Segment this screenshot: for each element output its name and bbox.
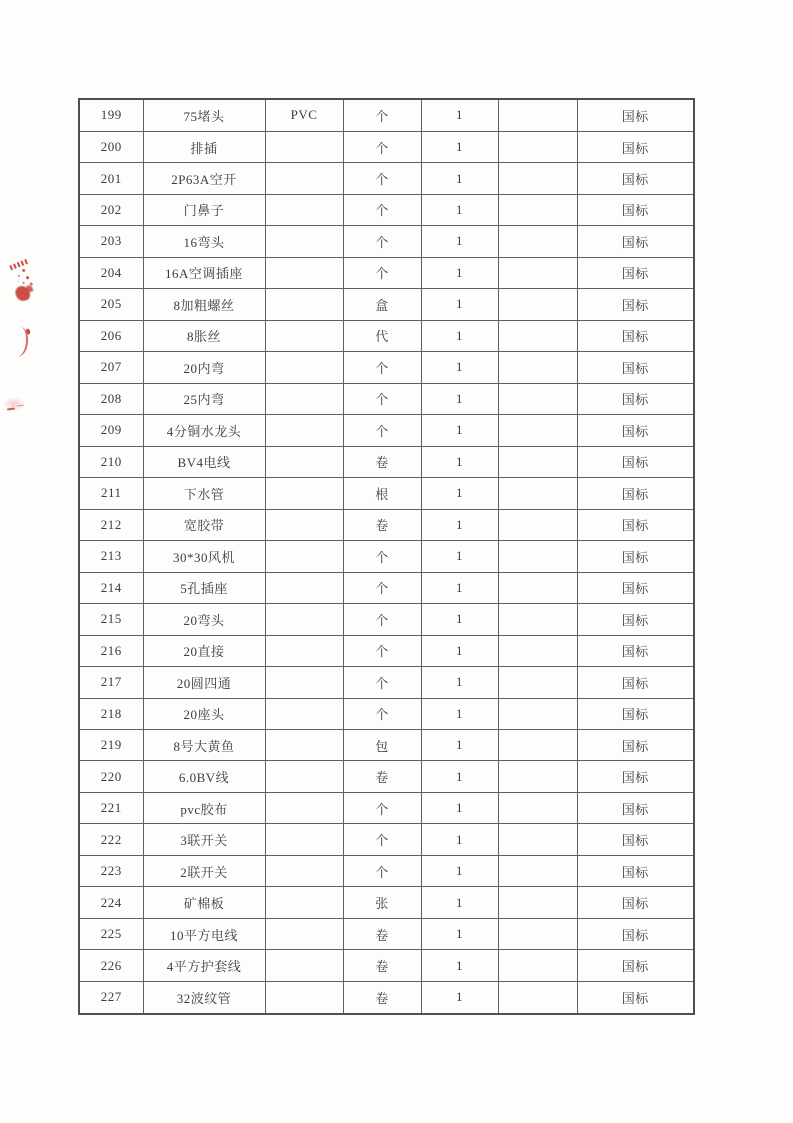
table-row xyxy=(79,320,694,351)
table-row xyxy=(79,824,694,855)
cell-unit: 个 xyxy=(343,792,421,823)
cell-seq: 213 xyxy=(79,541,143,572)
table-row xyxy=(79,289,694,320)
cell-note xyxy=(498,352,577,383)
cell-unit: 代 xyxy=(343,320,421,351)
cell-seq: 203 xyxy=(79,226,143,257)
cell-unit: 个 xyxy=(343,855,421,886)
cell-qty: 1 xyxy=(421,446,498,477)
cell-name: 排插 xyxy=(143,131,265,162)
cell-standard: 国标 xyxy=(577,446,694,477)
cell-qty: 1 xyxy=(421,383,498,414)
cell-note xyxy=(498,667,577,698)
cell-seq: 223 xyxy=(79,855,143,886)
cell-standard: 国标 xyxy=(577,509,694,540)
cell-name: 3联开关 xyxy=(143,824,265,855)
cell-material xyxy=(265,761,343,792)
cell-note xyxy=(498,257,577,288)
cell-qty: 1 xyxy=(421,415,498,446)
table-row xyxy=(79,604,694,635)
cell-seq: 207 xyxy=(79,352,143,383)
cell-qty: 1 xyxy=(421,226,498,257)
cell-qty: 1 xyxy=(421,635,498,666)
cell-name: 16A空调插座 xyxy=(143,257,265,288)
cell-unit: 个 xyxy=(343,698,421,729)
cell-material xyxy=(265,478,343,509)
cell-note xyxy=(498,163,577,194)
table-row xyxy=(79,131,694,162)
table-row xyxy=(79,667,694,698)
cell-unit: 个 xyxy=(343,383,421,414)
cell-qty: 1 xyxy=(421,478,498,509)
cell-qty: 1 xyxy=(421,99,498,131)
cell-unit: 个 xyxy=(343,635,421,666)
cell-material xyxy=(265,446,343,477)
cell-material xyxy=(265,257,343,288)
table-row xyxy=(79,761,694,792)
cell-unit: 包 xyxy=(343,729,421,760)
cell-material xyxy=(265,950,343,981)
cell-standard: 国标 xyxy=(577,635,694,666)
cell-seq: 227 xyxy=(79,981,143,1014)
cell-unit: 卷 xyxy=(343,981,421,1014)
cell-material xyxy=(265,792,343,823)
cell-name: 25内弯 xyxy=(143,383,265,414)
cell-unit: 个 xyxy=(343,824,421,855)
materials-table xyxy=(78,98,695,1015)
cell-material xyxy=(265,981,343,1014)
cell-seq: 216 xyxy=(79,635,143,666)
cell-unit: 卷 xyxy=(343,950,421,981)
cell-unit: 卷 xyxy=(343,918,421,949)
cell-note xyxy=(498,478,577,509)
cell-material xyxy=(265,163,343,194)
cell-name: BV4电线 xyxy=(143,446,265,477)
materials-table-body xyxy=(79,99,694,1014)
cell-seq: 212 xyxy=(79,509,143,540)
cell-name: 4分铜水龙头 xyxy=(143,415,265,446)
cell-unit: 个 xyxy=(343,226,421,257)
cell-name: 矿棉板 xyxy=(143,887,265,918)
table-row xyxy=(79,257,694,288)
cell-note xyxy=(498,887,577,918)
cell-name: 10平方电线 xyxy=(143,918,265,949)
cell-name: 4平方护套线 xyxy=(143,950,265,981)
cell-note xyxy=(498,99,577,131)
cell-qty: 1 xyxy=(421,352,498,383)
table-row xyxy=(79,792,694,823)
cell-name: 宽胶带 xyxy=(143,509,265,540)
cell-name: 20圆四通 xyxy=(143,667,265,698)
cell-unit: 张 xyxy=(343,887,421,918)
table-row xyxy=(79,446,694,477)
cell-unit: 卷 xyxy=(343,761,421,792)
cell-seq: 217 xyxy=(79,667,143,698)
cell-standard: 国标 xyxy=(577,698,694,729)
cell-note xyxy=(498,541,577,572)
cell-note xyxy=(498,226,577,257)
cell-qty: 1 xyxy=(421,163,498,194)
cell-qty: 1 xyxy=(421,604,498,635)
cell-qty: 1 xyxy=(421,950,498,981)
cell-qty: 1 xyxy=(421,194,498,225)
cell-qty: 1 xyxy=(421,541,498,572)
cell-standard: 国标 xyxy=(577,604,694,635)
cell-standard: 国标 xyxy=(577,572,694,603)
cell-standard: 国标 xyxy=(577,289,694,320)
cell-seq: 210 xyxy=(79,446,143,477)
table-row xyxy=(79,950,694,981)
cell-note xyxy=(498,572,577,603)
cell-note xyxy=(498,509,577,540)
cell-name: 75堵头 xyxy=(143,99,265,131)
cell-note xyxy=(498,383,577,414)
cell-qty: 1 xyxy=(421,320,498,351)
cell-unit: 个 xyxy=(343,131,421,162)
cell-material xyxy=(265,918,343,949)
cell-material xyxy=(265,383,343,414)
cell-qty: 1 xyxy=(421,257,498,288)
cell-name: 2联开关 xyxy=(143,855,265,886)
cell-unit: 个 xyxy=(343,163,421,194)
cell-qty: 1 xyxy=(421,792,498,823)
cell-seq: 209 xyxy=(79,415,143,446)
cell-standard: 国标 xyxy=(577,541,694,572)
cell-name: 8加粗螺丝 xyxy=(143,289,265,320)
cell-standard: 国标 xyxy=(577,792,694,823)
cell-name: 30*30风机 xyxy=(143,541,265,572)
cell-note xyxy=(498,698,577,729)
cell-material xyxy=(265,352,343,383)
cell-material xyxy=(265,698,343,729)
cell-qty: 1 xyxy=(421,981,498,1014)
cell-material xyxy=(265,194,343,225)
cell-unit: 个 xyxy=(343,667,421,698)
cell-note xyxy=(498,446,577,477)
table-row xyxy=(79,981,694,1014)
cell-qty: 1 xyxy=(421,824,498,855)
cell-seq: 205 xyxy=(79,289,143,320)
cell-standard: 国标 xyxy=(577,887,694,918)
cell-unit: 个 xyxy=(343,541,421,572)
cell-material xyxy=(265,855,343,886)
red-ink-smudge-icon xyxy=(3,397,25,411)
cell-seq: 225 xyxy=(79,918,143,949)
cell-seq: 224 xyxy=(79,887,143,918)
table-row xyxy=(79,478,694,509)
cell-material xyxy=(265,509,343,540)
cell-note xyxy=(498,320,577,351)
cell-note xyxy=(498,855,577,886)
cell-name: 门鼻子 xyxy=(143,194,265,225)
cell-qty: 1 xyxy=(421,509,498,540)
cell-standard: 国标 xyxy=(577,320,694,351)
table-row xyxy=(79,415,694,446)
table-row xyxy=(79,635,694,666)
cell-seq: 206 xyxy=(79,320,143,351)
table-row xyxy=(79,698,694,729)
cell-seq: 220 xyxy=(79,761,143,792)
cell-seq: 219 xyxy=(79,729,143,760)
table-row xyxy=(79,383,694,414)
cell-material xyxy=(265,729,343,760)
cell-unit: 个 xyxy=(343,604,421,635)
table-row xyxy=(79,509,694,540)
cell-unit: 卷 xyxy=(343,446,421,477)
table-row xyxy=(79,855,694,886)
cell-unit: 个 xyxy=(343,194,421,225)
cell-qty: 1 xyxy=(421,729,498,760)
table-row xyxy=(79,887,694,918)
cell-name: 20弯头 xyxy=(143,604,265,635)
cell-name: 5孔插座 xyxy=(143,572,265,603)
cell-seq: 202 xyxy=(79,194,143,225)
cell-note xyxy=(498,918,577,949)
cell-standard: 国标 xyxy=(577,415,694,446)
cell-name: 20座头 xyxy=(143,698,265,729)
cell-standard: 国标 xyxy=(577,667,694,698)
cell-standard: 国标 xyxy=(577,163,694,194)
cell-qty: 1 xyxy=(421,887,498,918)
red-seal-fragment-icon xyxy=(6,256,44,307)
cell-seq: 211 xyxy=(79,478,143,509)
cell-material xyxy=(265,320,343,351)
cell-standard: 国标 xyxy=(577,918,694,949)
cell-name: 8号大黄鱼 xyxy=(143,729,265,760)
cell-seq: 199 xyxy=(79,99,143,131)
cell-qty: 1 xyxy=(421,761,498,792)
cell-note xyxy=(498,194,577,225)
cell-standard: 国标 xyxy=(577,383,694,414)
cell-unit: 个 xyxy=(343,415,421,446)
cell-material xyxy=(265,226,343,257)
table-row xyxy=(79,572,694,603)
cell-material xyxy=(265,415,343,446)
cell-note xyxy=(498,950,577,981)
cell-unit: 盒 xyxy=(343,289,421,320)
cell-standard: 国标 xyxy=(577,194,694,225)
cell-standard: 国标 xyxy=(577,226,694,257)
cell-material xyxy=(265,887,343,918)
cell-standard: 国标 xyxy=(577,855,694,886)
cell-standard: 国标 xyxy=(577,257,694,288)
cell-name: 20直接 xyxy=(143,635,265,666)
cell-standard: 国标 xyxy=(577,761,694,792)
cell-note xyxy=(498,761,577,792)
cell-qty: 1 xyxy=(421,698,498,729)
cell-material xyxy=(265,604,343,635)
cell-standard: 国标 xyxy=(577,352,694,383)
cell-unit: 个 xyxy=(343,99,421,131)
cell-name: 16弯头 xyxy=(143,226,265,257)
cell-standard: 国标 xyxy=(577,824,694,855)
table-row xyxy=(79,541,694,572)
cell-material xyxy=(265,667,343,698)
cell-qty: 1 xyxy=(421,572,498,603)
cell-seq: 204 xyxy=(79,257,143,288)
cell-note xyxy=(498,289,577,320)
cell-qty: 1 xyxy=(421,131,498,162)
red-ink-curve-icon xyxy=(13,326,29,357)
cell-note xyxy=(498,415,577,446)
cell-seq: 226 xyxy=(79,950,143,981)
cell-note xyxy=(498,131,577,162)
cell-unit: 个 xyxy=(343,572,421,603)
cell-name: 下水管 xyxy=(143,478,265,509)
cell-seq: 221 xyxy=(79,792,143,823)
cell-material xyxy=(265,635,343,666)
cell-seq: 201 xyxy=(79,163,143,194)
cell-name: 32波纹管 xyxy=(143,981,265,1014)
cell-qty: 1 xyxy=(421,855,498,886)
cell-material xyxy=(265,541,343,572)
cell-standard: 国标 xyxy=(577,99,694,131)
cell-note xyxy=(498,729,577,760)
table-row xyxy=(79,99,694,131)
cell-standard: 国标 xyxy=(577,478,694,509)
table-row xyxy=(79,352,694,383)
cell-name: 6.0BV线 xyxy=(143,761,265,792)
cell-standard: 国标 xyxy=(577,981,694,1014)
cell-name: 2P63A空开 xyxy=(143,163,265,194)
cell-seq: 215 xyxy=(79,604,143,635)
cell-note xyxy=(498,981,577,1014)
cell-standard: 国标 xyxy=(577,131,694,162)
cell-seq: 222 xyxy=(79,824,143,855)
table-row xyxy=(79,729,694,760)
cell-seq: 218 xyxy=(79,698,143,729)
cell-material: PVC xyxy=(265,99,343,131)
cell-note xyxy=(498,824,577,855)
table-row xyxy=(79,163,694,194)
cell-seq: 200 xyxy=(79,131,143,162)
cell-unit: 根 xyxy=(343,478,421,509)
cell-unit: 个 xyxy=(343,257,421,288)
table-row xyxy=(79,194,694,225)
cell-name: 8胀丝 xyxy=(143,320,265,351)
cell-standard: 国标 xyxy=(577,729,694,760)
cell-standard: 国标 xyxy=(577,950,694,981)
cell-qty: 1 xyxy=(421,918,498,949)
cell-note xyxy=(498,635,577,666)
cell-qty: 1 xyxy=(421,667,498,698)
cell-material xyxy=(265,289,343,320)
cell-note xyxy=(498,792,577,823)
cell-material xyxy=(265,824,343,855)
cell-seq: 214 xyxy=(79,572,143,603)
cell-name: 20内弯 xyxy=(143,352,265,383)
cell-seq: 208 xyxy=(79,383,143,414)
cell-material xyxy=(265,572,343,603)
cell-name: pvc胶布 xyxy=(143,792,265,823)
cell-unit: 卷 xyxy=(343,509,421,540)
cell-qty: 1 xyxy=(421,289,498,320)
table-row xyxy=(79,918,694,949)
table-row xyxy=(79,226,694,257)
cell-note xyxy=(498,604,577,635)
cell-unit: 个 xyxy=(343,352,421,383)
cell-material xyxy=(265,131,343,162)
